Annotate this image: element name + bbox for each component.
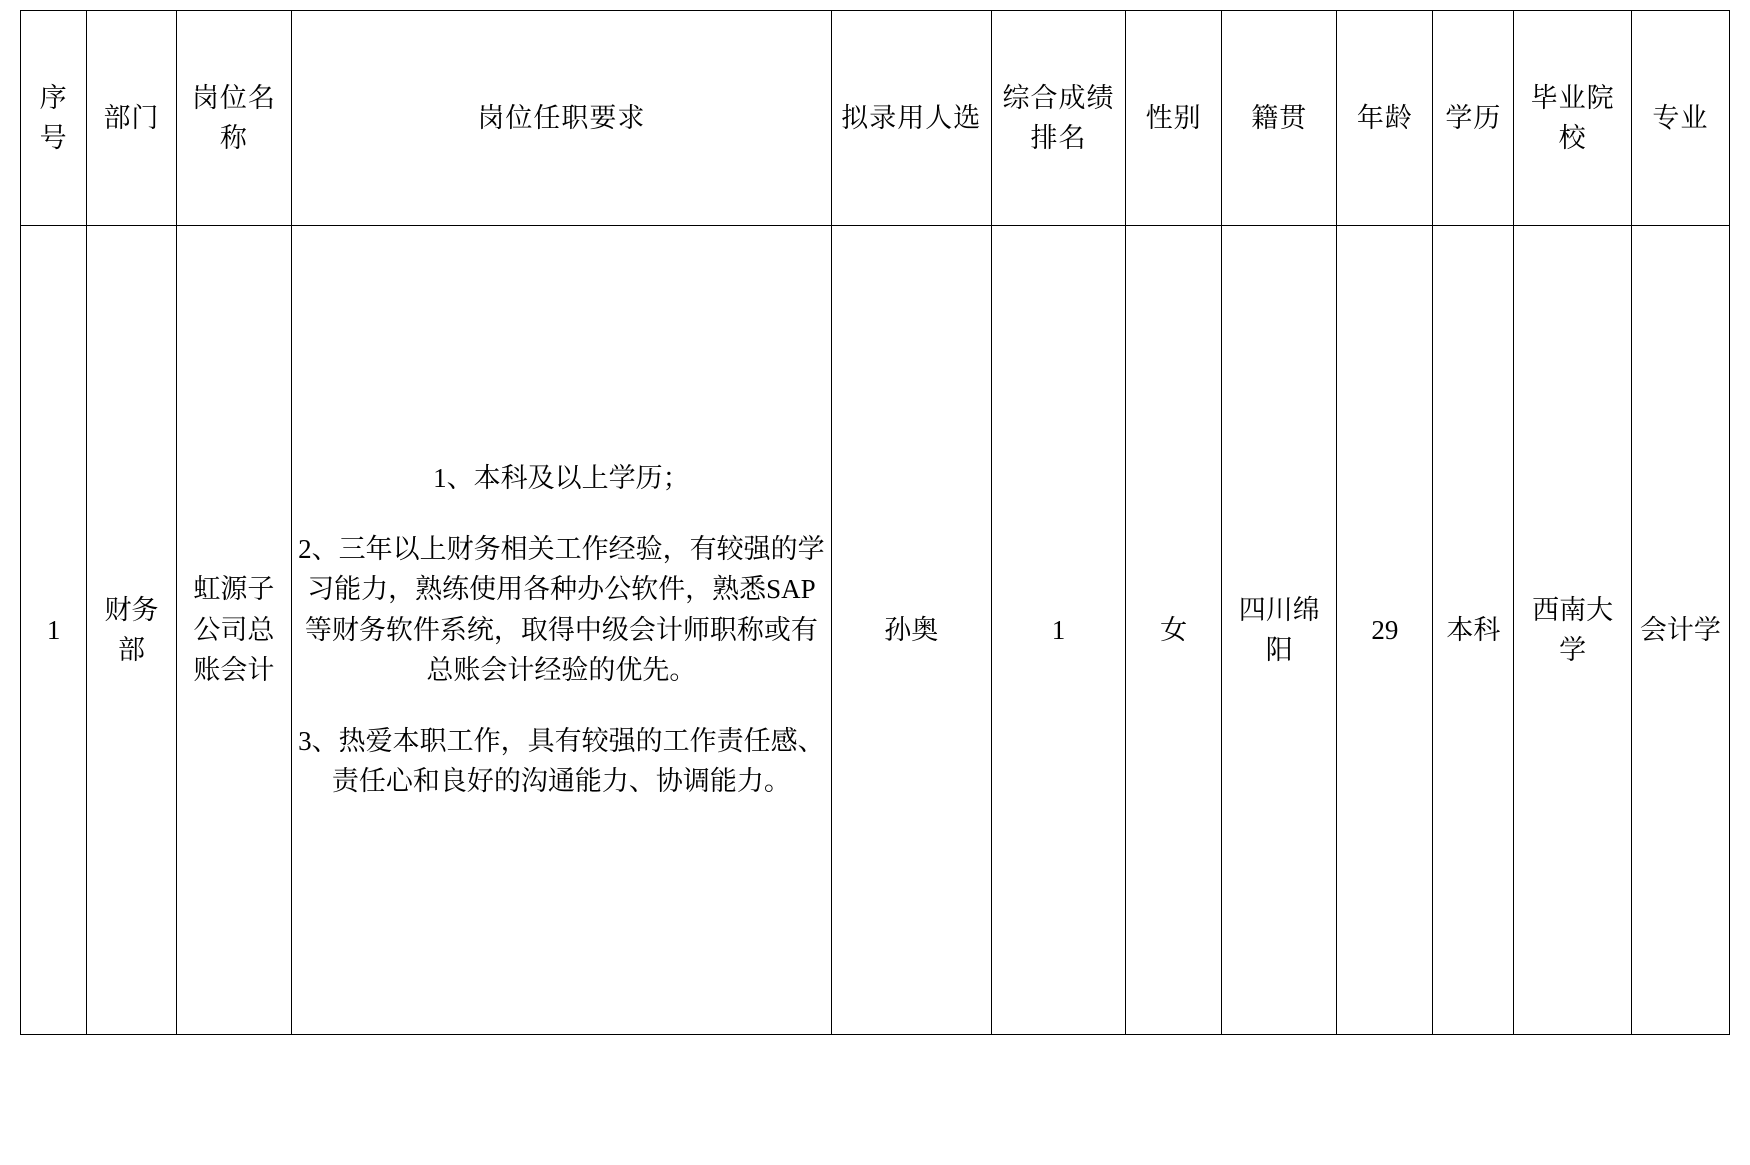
- column-header-school: 毕业院校: [1514, 11, 1631, 226]
- cell-requirements: [291, 226, 831, 1035]
- table-body: [21, 226, 1730, 1035]
- requirement-item-3: 3、热爱本职工作，具有较强的工作责任感、责任心和良好的沟通能力、协调能力。: [298, 725, 825, 797]
- cell-age: 29: [1337, 226, 1433, 1035]
- column-header-gender: 性别: [1126, 11, 1222, 226]
- column-header-candidate: 拟录用人选: [831, 11, 991, 226]
- table-header-row: [21, 11, 1730, 226]
- cell-seq: 1: [21, 226, 87, 1035]
- cell-department: 财务部: [87, 226, 177, 1035]
- column-header-department: 部门: [87, 11, 177, 226]
- column-header-origin: 籍贯: [1222, 11, 1337, 226]
- cell-rank: 1: [991, 226, 1125, 1035]
- recruitment-table: [20, 10, 1730, 1035]
- table-row: [21, 226, 1730, 1035]
- requirement-item-1: 1、本科及以上学历；: [433, 463, 690, 494]
- column-header-education: 学历: [1433, 11, 1514, 226]
- column-header-requirements: 岗位任职要求: [291, 11, 831, 226]
- column-header-major: 专业: [1631, 11, 1729, 226]
- column-header-rank: 综合成绩排名: [991, 11, 1125, 226]
- column-header-seq: 序号: [21, 11, 87, 226]
- requirement-item-2: 2、三年以上财务相关工作经验，有较强的学习能力，熟练使用各种办公软件，熟悉SAP等财务软件系统，取得中级会计师职称或有总账会计经验的优先。: [298, 533, 825, 686]
- cell-position: 虹源子公司总账会计: [176, 226, 291, 1035]
- cell-candidate: 孙奥: [831, 226, 991, 1035]
- column-header-age: 年龄: [1337, 11, 1433, 226]
- cell-gender: 女: [1126, 226, 1222, 1035]
- table-header: [21, 11, 1730, 226]
- cell-major: 会计学: [1631, 226, 1729, 1035]
- column-header-position: 岗位名称: [176, 11, 291, 226]
- cell-education: 本科: [1433, 226, 1514, 1035]
- cell-school: 西南大学: [1514, 226, 1631, 1035]
- cell-origin: 四川绵阳: [1222, 226, 1337, 1035]
